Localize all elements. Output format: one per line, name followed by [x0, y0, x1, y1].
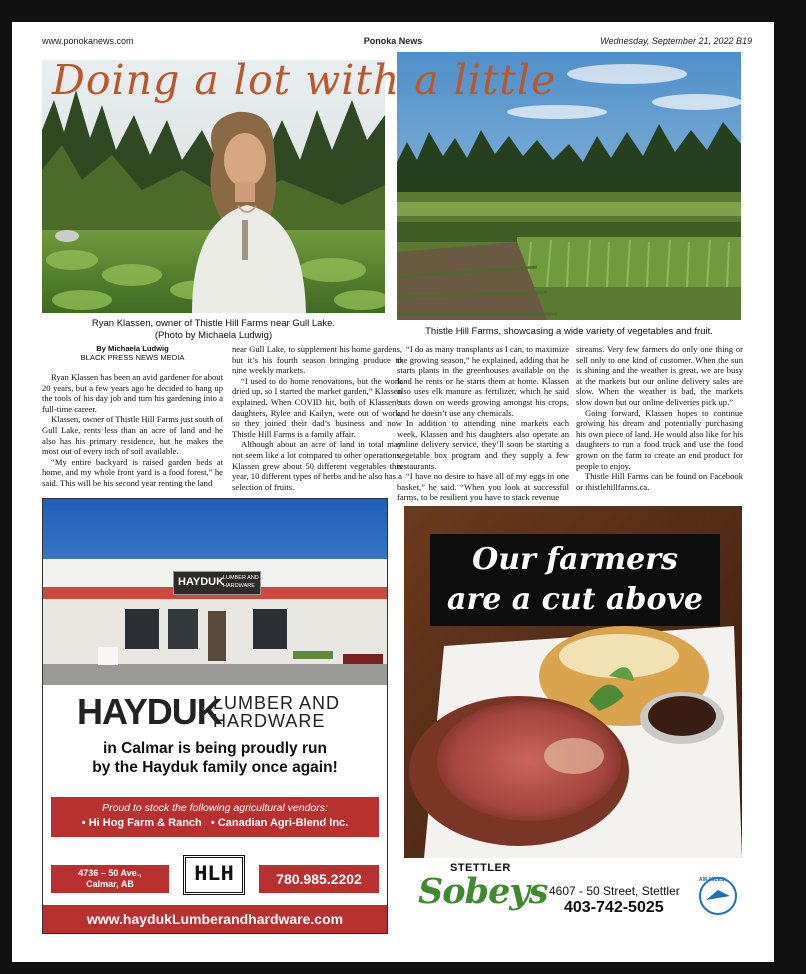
hayduk-brand [43, 689, 387, 735]
hayduk-brand-name: HAYDUK [77, 691, 222, 732]
sobeys-phone: 403-742-5025 [564, 899, 664, 916]
hayduk-address-box [51, 865, 169, 893]
sobeys-address: 4607 - 50 Street, Stettler [549, 884, 680, 898]
paragraph: Going forward, Klassen hopes to continue growing his dream and potentially purchasing his own piece of land. He would also like for his daughters to run a food truck and use the food grown on the farm to create an end product for people to enjoy. [576, 407, 743, 471]
hayduk-tagline-2: by the Hayduk family once again! [92, 759, 338, 776]
article-column-4 [576, 344, 743, 492]
header-website: www.ponokanews.com [42, 36, 134, 46]
paragraph: “I used to do home renovations, but the work dried up, so I started the market garden,” Klassen explained. When COVID hit, both of Klassen’s daughters, Rylee and Kailyn, were out of work, so they joined their dad’s business and now Thistle Hill Farms is a family affair. [232, 375, 402, 439]
byline-author: By Michaela Ludwig [96, 344, 169, 353]
paragraph: “I have no desire to have all of my eggs in one basket,” he said. “When you look at successful farms, to be resilient you have to stack revenue [397, 471, 569, 503]
article-column-2 [232, 344, 402, 492]
sobeys-headline-2: are a cut above [447, 582, 703, 617]
hayduk-brand-sub1: LUMBER AND [213, 693, 341, 713]
article-column-1 [42, 344, 223, 489]
headline: Doing a lot with a little [52, 56, 557, 104]
header-paper-name: Ponoka News [363, 36, 423, 46]
header-date-page: Wednesday, September 21, 2022 B19 [600, 36, 752, 46]
sobeys-logo: Sobeys [418, 871, 548, 912]
sign-sub1: LUMBER AND [223, 575, 259, 581]
hlh-logo: HLH [183, 855, 245, 895]
paragraph: “I do as many transplants as I can, to maximize the growing season,” he explained, adding that he starts plants in the greenhouses available on the land he rents or he starts them at home. Klassen also uses elk manure as fertilizer, which he said cuts down on weeds growing amongst his crops, and he doesn’t use any chemicals. [397, 344, 569, 418]
vendors-list: • Hi Hog Farm & Ranch • Canadian Agri-Blend Inc. [81, 817, 349, 829]
paragraph: Thistle Hill Farms can be found on Facebook or thistlehillfarms.ca. [576, 471, 743, 492]
paragraph: Klassen, owner of Thistle Hill Farms just south of Gull Lake, rents less than an acre of land and he also has his primary residence, but he makes the most out of every inch of soil available. [42, 414, 223, 457]
sobeys-location: STETTLER [450, 862, 511, 874]
sobeys-headline-1: Our farmers [472, 542, 678, 577]
newspaper-page [12, 22, 774, 962]
paragraph: “My entire backyard is raised garden beds at home, and my whole front yard is a food forest,” he said. This will be his second year renting the land [42, 456, 223, 488]
address-line-2: Calmar, AB [86, 879, 134, 889]
sobeys-headline-box [430, 534, 720, 626]
hayduk-store-sign [173, 571, 261, 595]
sign-sub2: HARDWARE [223, 583, 255, 589]
paragraph: Although about an acre of land in total may not seem like a lot compared to other operations, Klassen grew about 50 different vegetables this year, 10 different types of herbs and he also has a selection of fruits. [232, 439, 402, 492]
sign-name: HAYDUK [178, 576, 225, 588]
article-column-3 [397, 344, 569, 503]
hayduk-ad [42, 498, 388, 934]
paragraph: Ryan Klassen has been an avid gardener for about 20 years, but a few years ago he decided to hang up the tools of his day job and turn his gardening into a full-time career. [42, 372, 223, 414]
hayduk-store-photo [43, 499, 387, 685]
air-miles-badge [698, 876, 738, 916]
photo-left-caption: Ryan Klassen, owner of Thistle Hill Farms near Gull Lake. (Photo by Michaela Ludwig) [91, 318, 336, 341]
paragraph: In addition to attending nine markets each week, Klassen and his daughters also operate an online delivery service, they’ll soon be starting a vegetable box program and they supply a few restaurants. [397, 418, 569, 471]
byline [42, 344, 223, 362]
hayduk-tagline-1: in Calmar is being proudly run [103, 740, 327, 757]
air-miles-text: AIR MILES [699, 877, 725, 883]
sobeys-ad [404, 506, 742, 932]
hayduk-brand-sub2: HARDWARE [213, 711, 326, 731]
byline-org: BLACK PRESS NEWS MEDIA [80, 353, 185, 362]
paragraph: near Gull Lake, to supplement his home gardens, but it’s his fourth season bringing produce to nine weekly markets. [232, 344, 402, 376]
paragraph: streams. Very few farmers do only one thing or sell only to one kind of customer. When the sun is shining and the weather is great, we are busy at the markets but our online delivery sales are slow. When the weather is bad, the markets slow down but our online deliveries pick up.” [576, 344, 743, 407]
hayduk-phone-box: 780.985.2202 [259, 865, 379, 893]
hayduk-tagline [43, 739, 387, 777]
hayduk-website: www.haydukLumberandhardware.com [43, 905, 387, 933]
photo-right-caption: Thistle Hill Farms, showcasing a wide variety of vegetables and fruit. [425, 326, 713, 337]
vendors-title: Proud to stock the following agricultural vendors: [102, 802, 328, 814]
address-line-1: 4736 – 50 Ave., [78, 868, 142, 878]
hayduk-vendors-box [51, 797, 379, 837]
